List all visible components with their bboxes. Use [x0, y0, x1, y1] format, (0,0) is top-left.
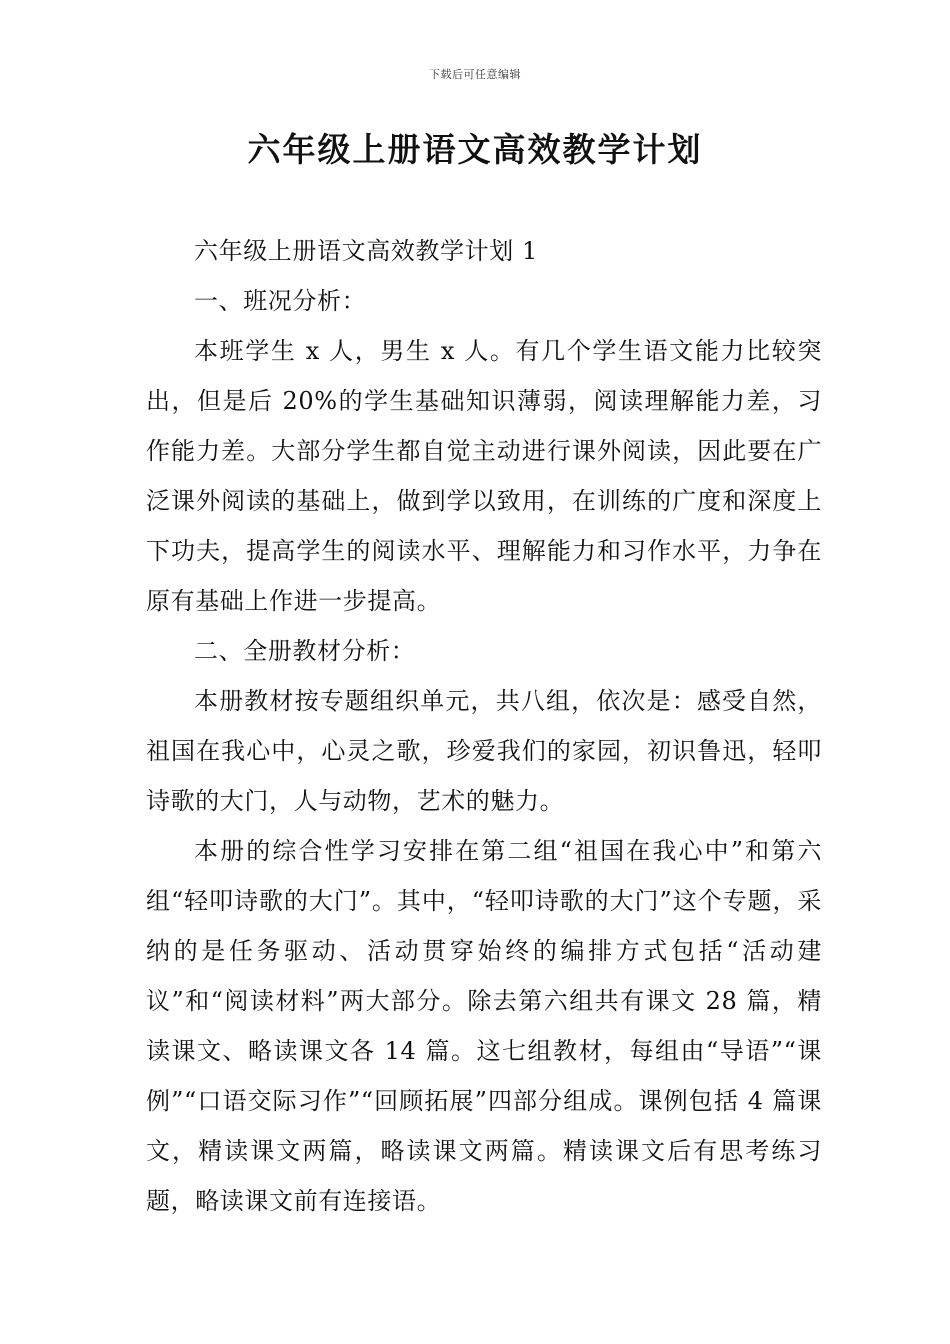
section-heading-textbook-analysis: 二、全册教材分析：: [194, 637, 416, 665]
header-note: 下载后可任意编辑: [429, 68, 521, 81]
document-title: 六年级上册语文高效教学计划: [247, 130, 703, 169]
section-heading-class-analysis: 一、班况分析：: [194, 287, 367, 315]
document-subtitle: 六年级上册语文高效教学计划 1: [194, 237, 538, 265]
document-body: [146, 226, 822, 1226]
paragraph-units-overview: 本册教材按专题组织单元，共八组，依次是：感受自然，祖国在我心中，心灵之歌，珍爱我们的家园，初识鲁迅，轻叩诗歌的大门，人与动物，艺术的魅力。: [146, 687, 822, 815]
paragraph-comprehensive-learning: 本册的综合性学习安排在第二组“祖国在我心中”和第六组“轻叩诗歌的大门”。其中，“轻叩诗歌的大门”这个专题，采纳的是任务驱动、活动贯穿始终的编排方式包括“活动建议”和“阅读材料”两大部分。除去第六组共有课文 28 篇，精读课文、略读课文各 14 篇。这七组教材，每组由“导语”“课例”“口语交际习作”“回顾拓展”四部分组成。课例包括 4 篇课文，精读课文两篇，略读课文两篇。精读课文后有思考练习题，略读课文前有连接语。: [146, 837, 822, 1215]
paragraph-class-analysis: 本班学生 x 人，男生 x 人。有几个学生语文能力比较突出，但是后 20%的学生基础知识薄弱，阅读理解能力差，习作能力差。大部分学生都自觉主动进行课外阅读，因此要在广泛课外阅读的基础上，做到学以致用，在训练的广度和深度上下功夫，提高学生的阅读水平、理解能力和习作水平，力争在原有基础上作进一步提高。: [146, 337, 822, 615]
